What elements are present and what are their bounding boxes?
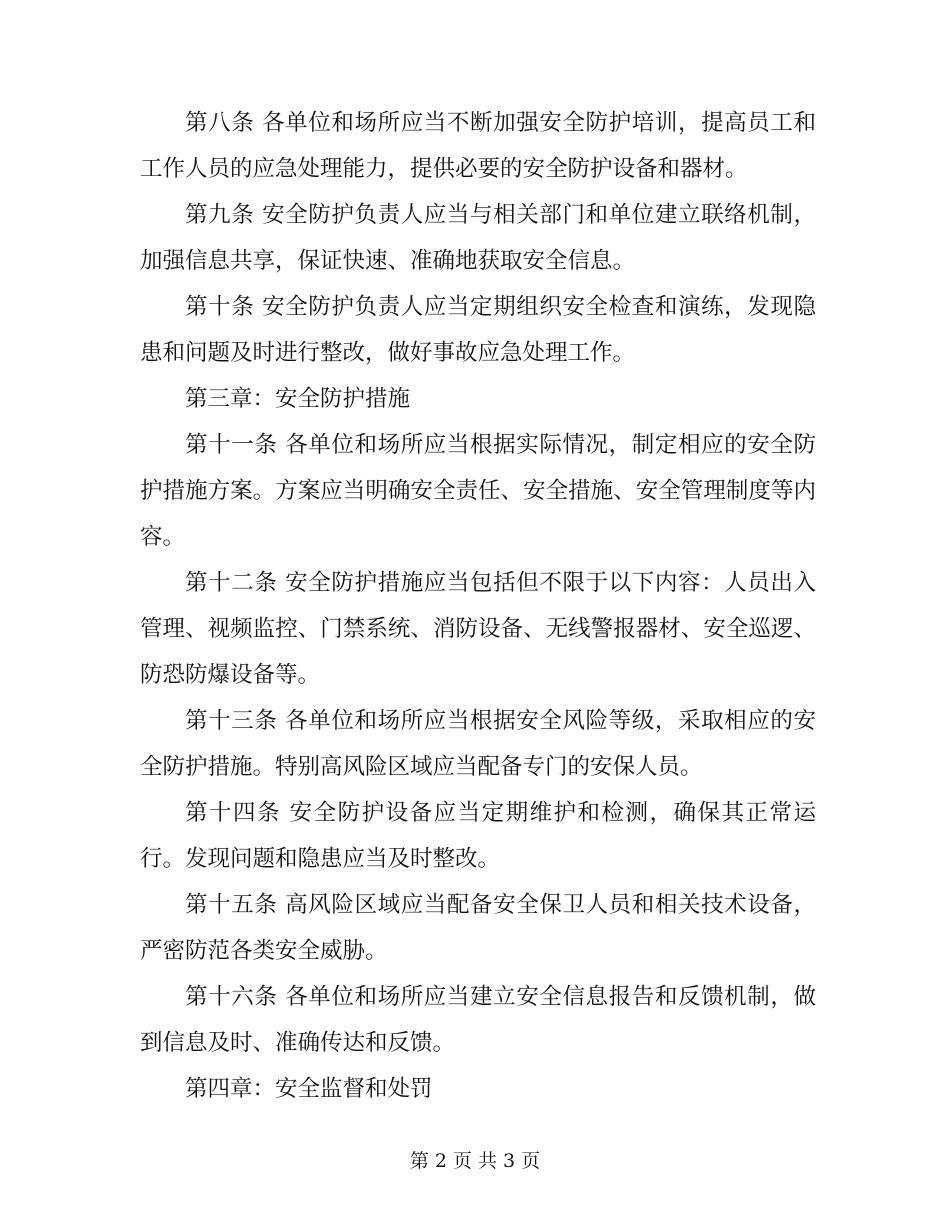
article-15: 第十五条 高风险区域应当配备安全保卫人员和相关技术设备，严密防范各类安全威胁。 <box>140 892 816 964</box>
article-16: 第十六条 各单位和场所应当建立安全信息报告和反馈机制，做到信息及时、准确传达和反馈。 <box>140 984 816 1056</box>
article-12: 第十二条 安全防护措施应当包括但不限于以下内容：人员出入管理、视频监控、门禁系统、消防设备、无线警报器材、安全巡逻、防恐防爆设备等。 <box>140 570 816 688</box>
article-14: 第十四条 安全防护设备应当定期维护和检测，确保其正常运行。发现问题和隐患应当及时整改。 <box>140 800 816 872</box>
article-13: 第十三条 各单位和场所应当根据安全风险等级，采取相应的安全防护措施。特别高风险区域应当配备专门的安保人员。 <box>140 708 816 780</box>
article-11: 第十一条 各单位和场所应当根据实际情况，制定相应的安全防护措施方案。方案应当明确安全责任、安全措施、安全管理制度等内容。 <box>140 432 816 550</box>
chapter-3-heading: 第三章：安全防护措施 <box>185 386 411 412</box>
article-10: 第十条 安全防护负责人应当定期组织安全检查和演练，发现隐患和问题及时进行整改，做好事故应急处理工作。 <box>140 294 816 366</box>
page-number-footer: 第 2 页 共 3 页 <box>409 1150 541 1172</box>
article-9: 第九条 安全防护负责人应当与相关部门和单位建立联络机制，加强信息共享，保证快速、准确地获取安全信息。 <box>140 202 816 274</box>
chapter-4-heading: 第四章：安全监督和处罚 <box>185 1076 433 1102</box>
article-8: 第八条 各单位和场所应当不断加强安全防护培训，提高员工和工作人员的应急处理能力，提供必要的安全防护设备和器材。 <box>140 110 816 182</box>
document-body <box>140 100 816 1112</box>
